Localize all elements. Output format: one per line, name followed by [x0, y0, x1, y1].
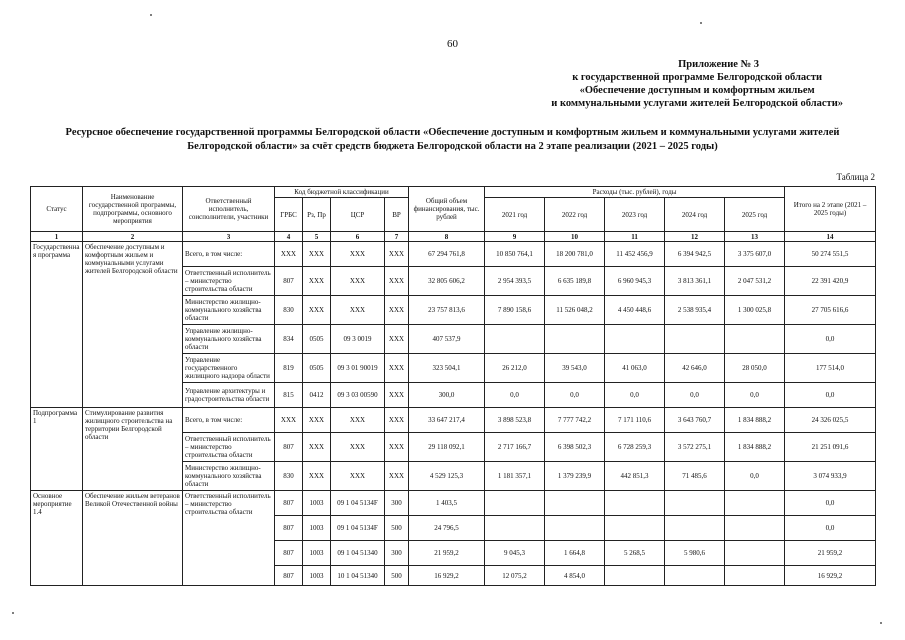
y2021-cell: 26 212,0 [485, 354, 545, 383]
status-cell: Подпрограмма 1 [31, 408, 83, 491]
executor-cell: Министерство жилищно-коммунального хозяйства области [183, 462, 275, 491]
y2023-cell: 41 063,0 [605, 354, 665, 383]
y2025-cell: 1 834 888,2 [725, 408, 785, 433]
rzpr-cell: ХХХ [303, 462, 331, 491]
executor-cell: Всего, в том числе: [183, 408, 275, 433]
column-number: 4 [275, 232, 303, 242]
executor-cell: Управление государственного жилищного надзора области [183, 354, 275, 383]
appendix-line: «Обеспечение доступным и комфортным жильем [579, 85, 815, 96]
y2023-cell: 4 450 448,6 [605, 296, 665, 325]
y2024-cell: 3 643 760,7 [665, 408, 725, 433]
header-year-2022: 2022 год [545, 198, 605, 232]
status-cell: Основное мероприятие 1.4 [31, 491, 83, 586]
y2022-cell [545, 491, 605, 516]
vr-cell: ХХХ [385, 462, 409, 491]
grbs-cell: ХХХ [275, 242, 303, 267]
total-cell: 33 647 217,4 [409, 408, 485, 433]
grbs-cell: 830 [275, 296, 303, 325]
executor-cell: Ответственный исполнитель – министерство строительства области [183, 433, 275, 462]
stage-total-cell: 16 929,2 [785, 566, 876, 586]
csr-cell: ХХХ [331, 296, 385, 325]
y2022-cell [545, 325, 605, 354]
y2024-cell: 6 394 942,5 [665, 242, 725, 267]
y2024-cell: 2 538 935,4 [665, 296, 725, 325]
y2021-cell: 7 890 158,6 [485, 296, 545, 325]
y2023-cell: 7 171 110,6 [605, 408, 665, 433]
grbs-cell: 807 [275, 566, 303, 586]
header-year-2025: 2025 год [725, 198, 785, 232]
rzpr-cell: ХХХ [303, 296, 331, 325]
stage-total-cell: 0,0 [785, 325, 876, 354]
y2025-cell: 1 834 888,2 [725, 433, 785, 462]
stage-total-cell: 177 514,0 [785, 354, 876, 383]
column-number: 13 [725, 232, 785, 242]
y2024-cell [665, 516, 725, 541]
executor-cell: Управление жилищно-коммунального хозяйства области [183, 325, 275, 354]
y2022-cell: 1 664,8 [545, 541, 605, 566]
y2021-cell: 0,0 [485, 383, 545, 408]
rzpr-cell: ХХХ [303, 267, 331, 296]
y2025-cell [725, 541, 785, 566]
y2024-cell [665, 491, 725, 516]
column-number: 11 [605, 232, 665, 242]
csr-cell: 09 1 04 5134F [331, 516, 385, 541]
executor-cell: Ответственный исполнитель – министерство строительства области [183, 491, 275, 586]
grbs-cell: 830 [275, 462, 303, 491]
executor-cell: Управление архитектуры и градостроительства области [183, 383, 275, 408]
vr-cell: ХХХ [385, 354, 409, 383]
resource-table [30, 186, 876, 586]
y2023-cell: 6 728 259,3 [605, 433, 665, 462]
y2024-cell: 0,0 [665, 383, 725, 408]
y2021-cell: 2 717 166,7 [485, 433, 545, 462]
name-cell: Стимулирование развития жилищного строительства на территории Белгородской области [83, 408, 183, 491]
grbs-cell: 819 [275, 354, 303, 383]
executor-cell: Ответственный исполнитель – министерство строительства области [183, 267, 275, 296]
y2022-cell: 39 543,0 [545, 354, 605, 383]
rzpr-cell: ХХХ [303, 433, 331, 462]
csr-cell: ХХХ [331, 242, 385, 267]
stage-total-cell: 50 274 551,5 [785, 242, 876, 267]
header-year-2024: 2024 год [665, 198, 725, 232]
y2021-cell: 10 850 764,1 [485, 242, 545, 267]
column-number: 10 [545, 232, 605, 242]
document-title-line: Ресурсное обеспечение государственной программы Белгородской области «Обеспечение доступным и комфортным жильем и коммунальными услугами жителей [65, 127, 840, 138]
header-csr: ЦСР [331, 198, 385, 232]
y2024-cell [665, 566, 725, 586]
y2022-cell: 11 526 048,2 [545, 296, 605, 325]
csr-cell: 09 3 01 90019 [331, 354, 385, 383]
y2021-cell: 12 075,2 [485, 566, 545, 586]
y2023-cell [605, 566, 665, 586]
header-year-2023: 2023 год [605, 198, 665, 232]
y2025-cell: 0,0 [725, 462, 785, 491]
total-cell: 23 757 813,6 [409, 296, 485, 325]
stage-total-cell: 22 391 420,9 [785, 267, 876, 296]
vr-cell: ХХХ [385, 433, 409, 462]
stage-total-cell: 3 074 933,9 [785, 462, 876, 491]
y2021-cell: 2 954 393,5 [485, 267, 545, 296]
appendix-line: к государственной программе Белгородской области [572, 72, 823, 83]
rzpr-cell: 1003 [303, 516, 331, 541]
column-number: 14 [785, 232, 876, 242]
csr-cell: ХХХ [331, 433, 385, 462]
grbs-cell: 807 [275, 267, 303, 296]
header-vr: ВР [385, 198, 409, 232]
total-cell: 407 537,9 [409, 325, 485, 354]
table-row [31, 491, 876, 516]
header-year-2021: 2021 год [485, 198, 545, 232]
y2022-cell: 7 777 742,2 [545, 408, 605, 433]
y2022-cell: 18 200 781,0 [545, 242, 605, 267]
total-cell: 323 504,1 [409, 354, 485, 383]
y2025-cell: 0,0 [725, 383, 785, 408]
name-cell: Обеспечение доступным и комфортным жильем и коммунальными услугами жителей Белгородской области [83, 242, 183, 408]
rzpr-cell: 1003 [303, 491, 331, 516]
y2024-cell: 71 485,6 [665, 462, 725, 491]
y2021-cell: 3 898 523,8 [485, 408, 545, 433]
csr-cell: 09 3 0019 [331, 325, 385, 354]
vr-cell: 300 [385, 541, 409, 566]
executor-cell: Министерство жилищно-коммунального хозяйства области [183, 296, 275, 325]
grbs-cell: 807 [275, 516, 303, 541]
scan-speck [12, 612, 14, 614]
y2022-cell: 6 635 189,8 [545, 267, 605, 296]
y2023-cell [605, 325, 665, 354]
vr-cell: 300 [385, 491, 409, 516]
csr-cell: 10 1 04 51340 [331, 566, 385, 586]
table-row [31, 408, 876, 433]
page-number: 60 [447, 38, 458, 50]
header-rzpr: Рз, Пр [303, 198, 331, 232]
csr-cell: ХХХ [331, 462, 385, 491]
column-number: 12 [665, 232, 725, 242]
y2025-cell: 28 050,0 [725, 354, 785, 383]
y2023-cell: 0,0 [605, 383, 665, 408]
total-cell: 1 403,5 [409, 491, 485, 516]
header-status: Статус [31, 187, 83, 232]
column-number: 2 [83, 232, 183, 242]
y2021-cell [485, 516, 545, 541]
total-cell: 21 959,2 [409, 541, 485, 566]
y2025-cell [725, 491, 785, 516]
grbs-cell: 807 [275, 433, 303, 462]
grbs-cell: 807 [275, 541, 303, 566]
y2022-cell: 6 398 502,3 [545, 433, 605, 462]
header-stage-total: Итого на 2 этапе (2021 – 2025 годы) [785, 187, 876, 232]
header-total-volume: Общий объем финансирования, тыс. рублей [409, 187, 485, 232]
y2022-cell: 1 379 239,9 [545, 462, 605, 491]
grbs-cell: 815 [275, 383, 303, 408]
column-number: 3 [183, 232, 275, 242]
column-number: 5 [303, 232, 331, 242]
y2025-cell: 3 375 607,0 [725, 242, 785, 267]
csr-cell: 09 3 03 00590 [331, 383, 385, 408]
header-name: Наименование государственной программы, подпрограммы, основного мероприятия [83, 187, 183, 232]
y2023-cell: 442 851,3 [605, 462, 665, 491]
y2022-cell [545, 516, 605, 541]
document-title [30, 126, 875, 154]
appendix-line: и коммунальными услугами жителей Белгородской области» [551, 98, 843, 109]
y2025-cell [725, 516, 785, 541]
y2024-cell [665, 325, 725, 354]
y2023-cell: 5 268,5 [605, 541, 665, 566]
y2021-cell [485, 325, 545, 354]
vr-cell: ХХХ [385, 267, 409, 296]
y2022-cell: 4 854,0 [545, 566, 605, 586]
csr-cell: ХХХ [331, 267, 385, 296]
header-expenses: Расходы (тыс. рублей), годы [485, 187, 785, 198]
y2021-cell: 1 181 357,1 [485, 462, 545, 491]
vr-cell: ХХХ [385, 383, 409, 408]
column-number: 7 [385, 232, 409, 242]
stage-total-cell: 0,0 [785, 491, 876, 516]
total-cell: 300,0 [409, 383, 485, 408]
vr-cell: ХХХ [385, 242, 409, 267]
header-budget-code: Код бюджетной классификации [275, 187, 409, 198]
stage-total-cell: 0,0 [785, 516, 876, 541]
csr-cell: ХХХ [331, 408, 385, 433]
scan-speck [880, 622, 882, 624]
vr-cell: 500 [385, 516, 409, 541]
rzpr-cell: 1003 [303, 541, 331, 566]
status-cell: Государственная программа [31, 242, 83, 408]
stage-total-cell: 21 251 091,6 [785, 433, 876, 462]
total-cell: 4 529 125,3 [409, 462, 485, 491]
table-row [31, 242, 876, 267]
y2023-cell [605, 491, 665, 516]
vr-cell: ХХХ [385, 296, 409, 325]
total-cell: 24 796,5 [409, 516, 485, 541]
column-number: 8 [409, 232, 485, 242]
csr-cell: 09 1 04 5134F [331, 491, 385, 516]
appendix-block [551, 58, 843, 110]
y2023-cell: 6 960 945,3 [605, 267, 665, 296]
document-title-line: Белгородской области» за счёт средств бюджета Белгородской области на 2 этапе реализации (2021 – 2025 годы) [187, 141, 718, 152]
name-cell: Обеспечение жильем ветеранов Великой Отечественной войны [83, 491, 183, 586]
vr-cell: ХХХ [385, 325, 409, 354]
scan-speck [700, 22, 702, 24]
y2025-cell [725, 325, 785, 354]
header-executor: Ответственный исполнитель, соисполнители, участники [183, 187, 275, 232]
y2024-cell: 3 813 361,1 [665, 267, 725, 296]
y2023-cell: 11 452 456,9 [605, 242, 665, 267]
column-number: 9 [485, 232, 545, 242]
grbs-cell: ХХХ [275, 408, 303, 433]
header-grbs: ГРБС [275, 198, 303, 232]
y2025-cell: 1 300 025,8 [725, 296, 785, 325]
total-cell: 16 929,2 [409, 566, 485, 586]
total-cell: 67 294 761,8 [409, 242, 485, 267]
rzpr-cell: 0505 [303, 325, 331, 354]
y2021-cell: 9 045,3 [485, 541, 545, 566]
table-label: Таблица 2 [836, 172, 875, 182]
total-cell: 29 118 092,1 [409, 433, 485, 462]
stage-total-cell: 21 959,2 [785, 541, 876, 566]
scan-speck [150, 14, 152, 16]
vr-cell: 500 [385, 566, 409, 586]
y2024-cell: 3 572 275,1 [665, 433, 725, 462]
column-number-row [31, 232, 876, 242]
rzpr-cell: 0412 [303, 383, 331, 408]
appendix-title: Приложение № 3 [678, 59, 759, 70]
total-cell: 32 805 606,2 [409, 267, 485, 296]
y2023-cell [605, 516, 665, 541]
y2025-cell: 2 047 531,2 [725, 267, 785, 296]
executor-cell: Всего, в том числе: [183, 242, 275, 267]
csr-cell: 09 1 04 51340 [331, 541, 385, 566]
column-number: 6 [331, 232, 385, 242]
grbs-cell: 807 [275, 491, 303, 516]
rzpr-cell: ХХХ [303, 242, 331, 267]
stage-total-cell: 27 705 616,6 [785, 296, 876, 325]
column-number: 1 [31, 232, 83, 242]
y2025-cell [725, 566, 785, 586]
y2021-cell [485, 491, 545, 516]
y2024-cell: 5 980,6 [665, 541, 725, 566]
y2022-cell: 0,0 [545, 383, 605, 408]
y2024-cell: 42 646,0 [665, 354, 725, 383]
stage-total-cell: 0,0 [785, 383, 876, 408]
rzpr-cell: ХХХ [303, 408, 331, 433]
grbs-cell: 834 [275, 325, 303, 354]
rzpr-cell: 0505 [303, 354, 331, 383]
stage-total-cell: 24 326 025,5 [785, 408, 876, 433]
rzpr-cell: 1003 [303, 566, 331, 586]
vr-cell: ХХХ [385, 408, 409, 433]
